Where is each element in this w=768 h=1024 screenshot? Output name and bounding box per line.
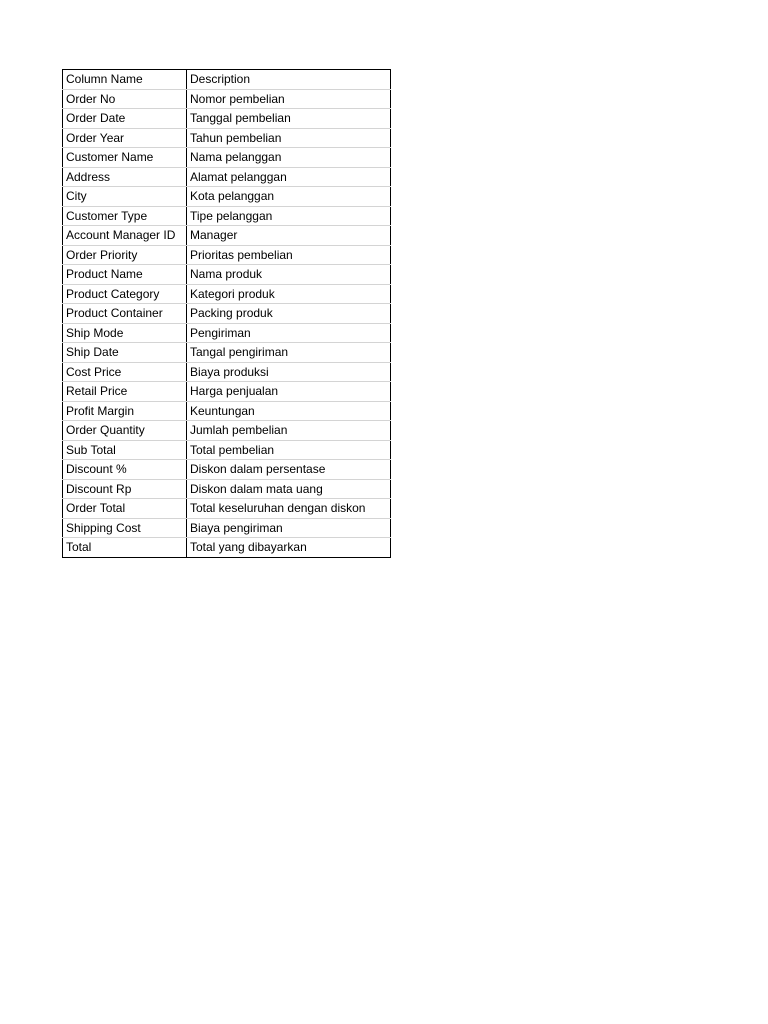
table-row	[63, 518, 391, 538]
table-row	[63, 343, 391, 363]
table-row	[63, 499, 391, 519]
column-description-table	[62, 69, 391, 558]
description-cell: Nama pelanggan	[187, 148, 391, 168]
table-row	[63, 479, 391, 499]
table-row	[63, 89, 391, 109]
table-row	[63, 226, 391, 246]
column-name-cell: Sub Total	[63, 440, 187, 460]
column-name-cell: Product Category	[63, 284, 187, 304]
description-cell: Biaya pengiriman	[187, 518, 391, 538]
description-cell: Diskon dalam mata uang	[187, 479, 391, 499]
column-name-cell: Profit Margin	[63, 401, 187, 421]
column-name-cell: Ship Date	[63, 343, 187, 363]
table-row	[63, 323, 391, 343]
table-row	[63, 265, 391, 285]
column-name-cell: Customer Type	[63, 206, 187, 226]
table-row	[63, 128, 391, 148]
column-name-cell: Ship Mode	[63, 323, 187, 343]
table-row	[63, 206, 391, 226]
column-name-cell: Discount %	[63, 460, 187, 480]
column-name-cell: Order No	[63, 89, 187, 109]
description-cell: Total pembelian	[187, 440, 391, 460]
table-row	[63, 245, 391, 265]
description-cell: Kota pelanggan	[187, 187, 391, 207]
description-cell: Manager	[187, 226, 391, 246]
description-cell: Alamat pelanggan	[187, 167, 391, 187]
column-name-cell: Address	[63, 167, 187, 187]
header-column-name: Column Name	[63, 70, 187, 90]
description-cell: Tahun pembelian	[187, 128, 391, 148]
table-row	[63, 284, 391, 304]
description-cell: Total yang dibayarkan	[187, 538, 391, 558]
description-cell: Pengiriman	[187, 323, 391, 343]
description-cell: Tanggal pembelian	[187, 109, 391, 129]
table-row	[63, 109, 391, 129]
column-name-cell: Discount Rp	[63, 479, 187, 499]
table-row	[63, 460, 391, 480]
table-row	[63, 382, 391, 402]
table-row	[63, 304, 391, 324]
description-cell: Keuntungan	[187, 401, 391, 421]
table-row	[63, 187, 391, 207]
column-name-cell: Retail Price	[63, 382, 187, 402]
description-cell: Kategori produk	[187, 284, 391, 304]
description-cell: Harga penjualan	[187, 382, 391, 402]
table-row	[63, 362, 391, 382]
description-cell: Total keseluruhan dengan diskon	[187, 499, 391, 519]
description-cell: Tangal pengiriman	[187, 343, 391, 363]
table-row	[63, 440, 391, 460]
table-body	[63, 89, 391, 557]
column-description-sheet	[62, 69, 390, 558]
column-name-cell: Order Quantity	[63, 421, 187, 441]
header-description: Description	[187, 70, 391, 90]
column-name-cell: Total	[63, 538, 187, 558]
column-name-cell: Cost Price	[63, 362, 187, 382]
table-row	[63, 421, 391, 441]
column-name-cell: Order Year	[63, 128, 187, 148]
column-name-cell: Product Name	[63, 265, 187, 285]
column-name-cell: Order Priority	[63, 245, 187, 265]
column-name-cell: Order Total	[63, 499, 187, 519]
table-row	[63, 167, 391, 187]
description-cell: Diskon dalam persentase	[187, 460, 391, 480]
description-cell: Nama produk	[187, 265, 391, 285]
description-cell: Jumlah pembelian	[187, 421, 391, 441]
table-row	[63, 401, 391, 421]
description-cell: Packing produk	[187, 304, 391, 324]
column-name-cell: Shipping Cost	[63, 518, 187, 538]
table-row	[63, 538, 391, 558]
column-name-cell: Customer Name	[63, 148, 187, 168]
column-name-cell: Product Container	[63, 304, 187, 324]
column-name-cell: City	[63, 187, 187, 207]
description-cell: Biaya produksi	[187, 362, 391, 382]
column-name-cell: Order Date	[63, 109, 187, 129]
description-cell: Nomor pembelian	[187, 89, 391, 109]
column-name-cell: Account Manager ID	[63, 226, 187, 246]
table-header-row	[63, 70, 391, 90]
description-cell: Prioritas pembelian	[187, 245, 391, 265]
table-row	[63, 148, 391, 168]
description-cell: Tipe pelanggan	[187, 206, 391, 226]
